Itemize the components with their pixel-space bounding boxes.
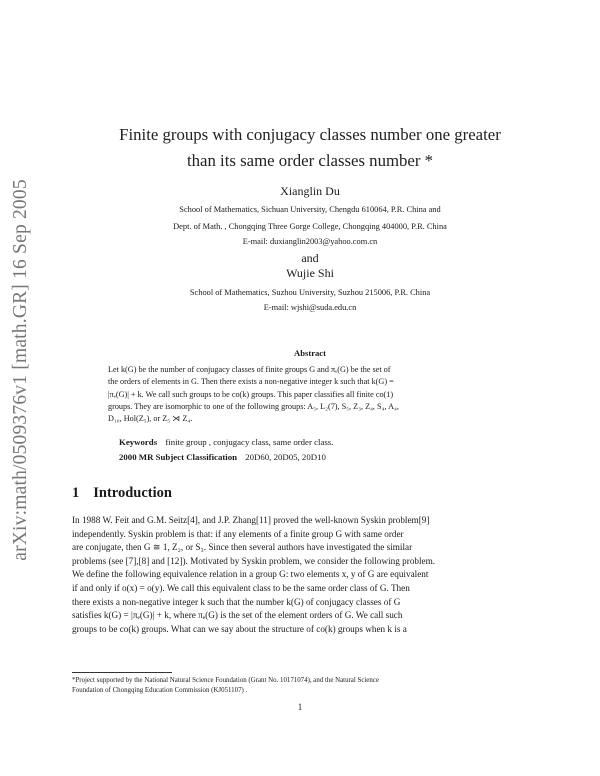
footnote-line: *Project supported by the National Natural Science Foundation (Grant No. 10171074), and the Natural Science xyxy=(72,677,379,684)
footnote-rule xyxy=(72,672,172,673)
author-1-email: E-mail: duxianglin2003@yahoo.com.cn xyxy=(242,237,378,246)
body-line: if and only if o(x) = o(y). We call this equivalent class to be the same order class of G. Then xyxy=(72,582,410,593)
section-title: Introduction xyxy=(93,485,172,501)
keywords-text: finite group , conjugacy class, same order class. xyxy=(165,437,334,447)
abstract-line: groups. They are isomorphic to one of the following groups: A₅, L₂(7), S₅, Z₃, Z₄, S₄, A₄, xyxy=(108,401,399,411)
abstract-heading: Abstract xyxy=(294,348,326,358)
msc-line xyxy=(119,451,519,463)
and-separator: and xyxy=(301,251,319,265)
abstract-line: |πₑ(G)| + k. We call such groups to be co(k) groups. This paper classifies all finite co(1) xyxy=(108,389,394,399)
msc-label: 2000 MR Subject Classification xyxy=(119,452,238,462)
body-line: satisfies k(G) = |πₑ(G)| + k, where πₑ(G) is the set of the element orders of G. We call such xyxy=(72,610,403,621)
author-1-name: Xianglin Du xyxy=(280,184,340,198)
footnote-line: Foundation of Chongqing Education Commission (KJ051107) . xyxy=(72,687,248,695)
keywords-label: Keywords xyxy=(119,437,158,447)
paper-title xyxy=(60,122,560,174)
arxiv-identifier-margin xyxy=(6,150,36,590)
body-line: We define the following equivalence relation in a group G: two elements x, y of G are equivalent xyxy=(72,569,429,580)
body-line: are conjugate, then G ≅ 1, Z₂, or S₃. Since then several authors have investigated the similar xyxy=(72,542,413,553)
body-line: there exists a non-negative integer k such that the number k(G) of conjugacy classes of G xyxy=(72,596,401,607)
body-line: problems (see [7],[8] and [12]). Motivated by Syskin problem, we consider the following problem. xyxy=(72,555,436,566)
author-2-email: E-mail: wjshi@suda.edu.cn xyxy=(263,303,357,312)
footnote xyxy=(72,676,538,697)
abstract-line: Let k(G) be the number of conjugacy classes of finite groups G and πₑ(G) be the set of xyxy=(108,365,391,374)
title-line-2: than its same order classes number * xyxy=(186,151,434,170)
author-1-affiliation-1: School of Mathematics, Sichuan University, Chengdu 610064, P.R. China and xyxy=(179,205,441,214)
body-line: independently. Syskin problem is that: if any elements of a finite group G with same order xyxy=(72,528,404,539)
author-1-affiliation-2: Dept. of Math. , Chongqing Three Gorge College, Chongqing 404000, P.R. China xyxy=(173,222,447,231)
keywords-line xyxy=(119,436,519,448)
author-2-name: Wujie Shi xyxy=(286,266,334,280)
abstract-line: the orders of elements in G. Then there exists a non-negative integer k such that k(G) = xyxy=(108,377,394,387)
section-number: 1 xyxy=(72,485,80,501)
introduction-body xyxy=(72,514,538,636)
msc-text: 20D60, 20D05, 20D10 xyxy=(245,452,326,462)
section-heading xyxy=(72,485,172,502)
body-line: In 1988 W. Feit and G.M. Seitz[4], and J.P. Zhang[11] proved the well-known Syskin problem[9] xyxy=(72,515,430,525)
arxiv-identifier: arXiv:math/0509376v1 [math.GR] 16 Sep 2005 xyxy=(10,179,32,561)
body-line: groups to be co(k) groups. What can we say about the structure of co(k) groups when k is a xyxy=(72,623,407,634)
abstract-line: D₁₀, Hol(Z₅), or Z₅ ⋊ Z₄. xyxy=(108,414,193,424)
page-number: 1 xyxy=(297,702,303,712)
title-line-1: Finite groups with conjugacy classes number one greater xyxy=(119,125,501,144)
author-2-affiliation: School of Mathematics, Suzhou University, Suzhou 215006, P.R. China xyxy=(189,288,431,297)
abstract-body xyxy=(108,364,512,425)
